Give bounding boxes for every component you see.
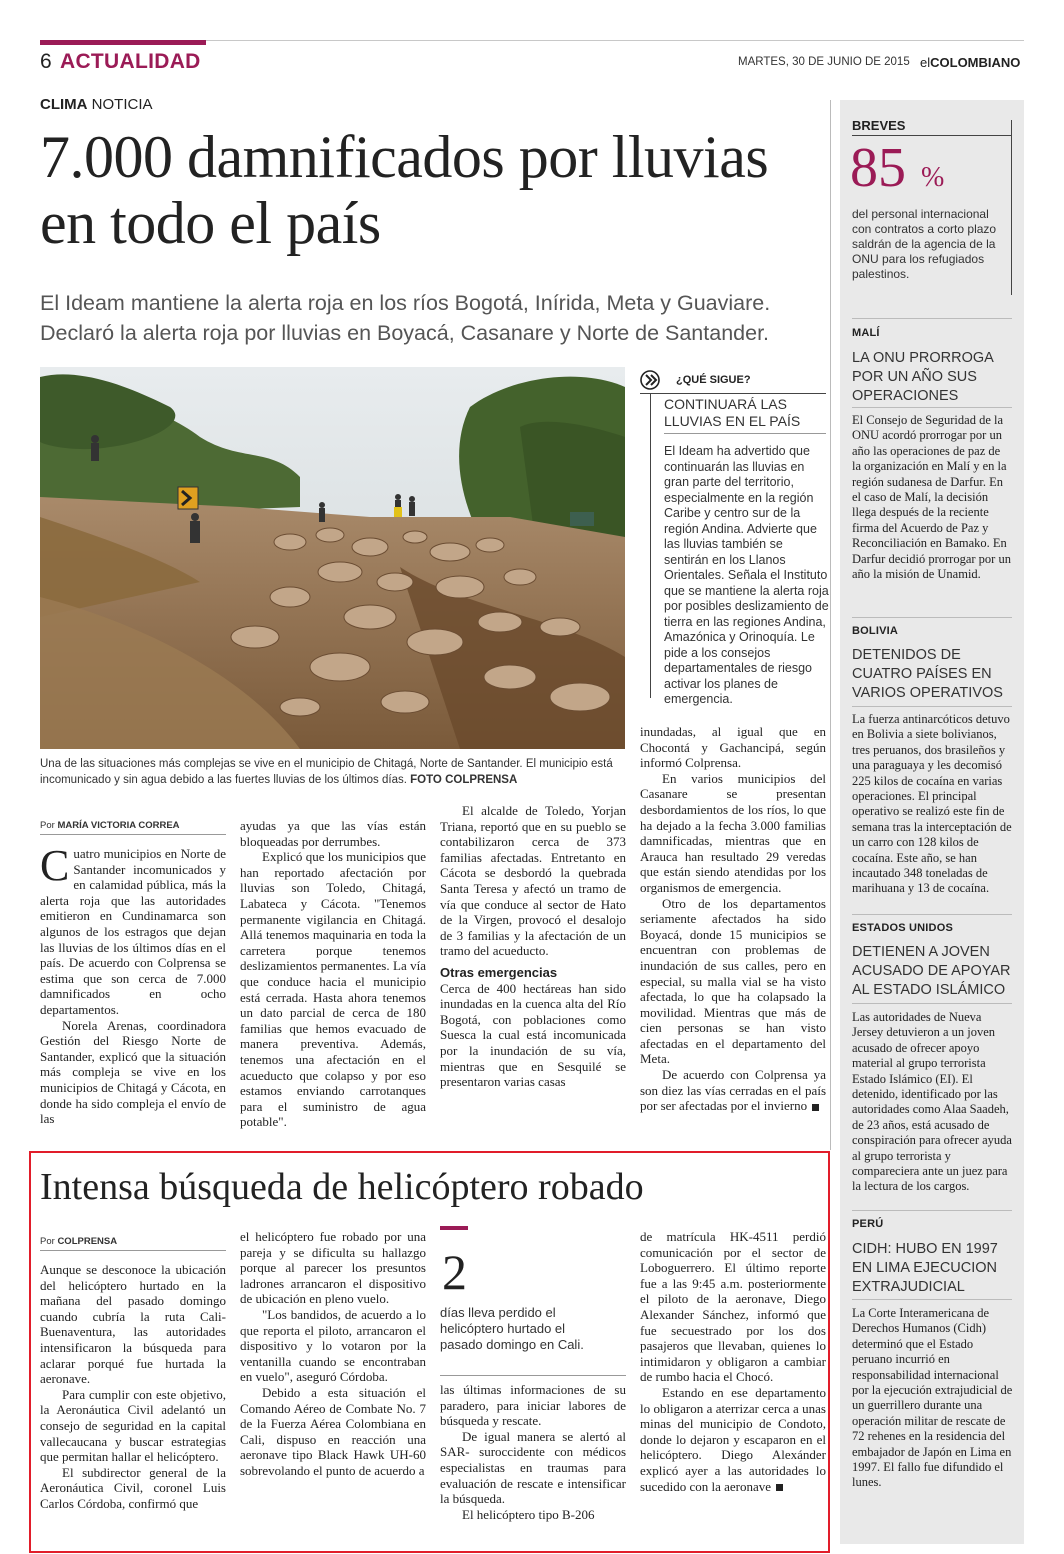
que-sigue-vertical-line: [650, 393, 651, 698]
brand-prefix: el: [920, 55, 931, 70]
sidebar-item-country: ESTADOS UNIDOS: [852, 922, 953, 934]
que-sigue-body: El Ideam ha advertido que continuarán las lluvias en gran parte del territorio, especialmente en la región Caribe y centro sur de la región Andina. Advierte que las lluvias también se sentirán en los Llanos Orientales. Señala el Instituto que se mantiene la alerta roja por posibles deslizamiento de tierra en las regiones Andina, Amazónica y Orinoquía. Le pide a los consejos departamentales de riesgo activar los planes de emergencia.: [664, 444, 829, 706]
highlight-number-bar: [440, 1226, 468, 1230]
sidebar-divider: [830, 100, 831, 1150]
kicker-type: NOTICIA: [91, 96, 153, 113]
stat-number: 85: [850, 137, 906, 199]
article-paragraph: Norela Arenas, coordinadora Gestión del Riesgo Norte de Santander, explicó que la situación más compleja se vive en los municipios de Chitagá y Cácota, en donde ha sido compleja el envío de las: [40, 1017, 226, 1127]
second-article-column-1: [40, 1262, 226, 1512]
photo-caption: [40, 756, 625, 788]
breves-vertical-rule: [1011, 120, 1012, 295]
sidebar-item-divider: [852, 914, 1012, 915]
article-column-1: [40, 841, 226, 1127]
paragraph-text: Estando en ese departamento lo obligaron a aterrizar cerca a unas minas del municipio de Condoto, donde lo dejaron y escaparon en el helicóptero. Diego Alexánder explicó ayer a las autoridades lo sucedido con la aeronave: [640, 1384, 826, 1494]
newspaper-brand: [920, 55, 1020, 70]
sidebar-item-headline: DETIENEN A JOVEN ACUSADO DE APOYAR AL ESTADO ISLÁMICO: [852, 944, 1011, 998]
sidebar-item-body: El Consejo de Seguridad de la ONU acordó prorrogar por un año las operaciones de paz de la organización en Malí y en la región sudanesa de Darfur. En el caso de Malí, la decisión llega después de la reciente firma del Acuerdo de Paz y Reconciliación en Bamako. En Darfur decidió prorrogar por un año la misión de Unamid.: [852, 413, 1011, 582]
article-column-2: [240, 818, 426, 1130]
article-paragraph: Debido a esta situación el Comando Aéreo de Combate No. 7 de la Fuerza Aérea Colombiana en Cali, dispuso en reacción una aeronave tipo Black Hawk UH-60 sobrevolando el punto de acuerdo a: [240, 1384, 426, 1478]
article-subhead: Otras emergencias: [440, 964, 558, 980]
sidebar-item-headline: LA ONU PRORROGA POR UN AÑO SUS OPERACIONES: [852, 350, 994, 404]
double-chevron-icon: [640, 370, 664, 390]
byline-prefix: Por: [40, 1236, 55, 1247]
sidebar-item-headline: DETENIDOS DE CUATRO PAÍSES EN VARIOS OPERATIVOS: [852, 647, 1003, 701]
article-paragraph: El alcalde de Toledo, Yorjan Triana, reportó que en su pueblo se contabilizaron cerca de 373 familias afectadas. Entretanto en Cácota se desbordó la quebrada Santa Teresa y afectó un tramo de vía que conduce al sector de Hato de la Virgen, provocó el desalojo de 3 familias y la afectación de un tramo del acueducto.: [440, 803, 626, 959]
article-deck: El Ideam mantiene la alerta roja en los ríos Bogotá, Inírida, Meta y Guaviare. Declaró la alerta roja por lluvias en Boyacá, Casanare y Norte de Santander.: [40, 291, 771, 345]
sidebar-item-country: PERÚ: [852, 1218, 884, 1230]
sidebar-item-headline: CIDH: HUBO EN 1997 EN LIMA EJECUCION EXTRAJUDICIAL: [852, 1241, 998, 1295]
article-paragraph: el helicóptero fue robado por una pareja y se dificulta su hallazgo porque al parecer los presuntos ladrones arrancaron el dispositivo de ubicación en pleno vuelo.: [240, 1229, 426, 1307]
end-mark-icon: [776, 1484, 783, 1491]
article-paragraph: inundadas, al igual que en Chocontá y Gachancipá, según informó Colprensa.: [640, 724, 826, 771]
issue-date: MARTES, 30 DE JUNIO DE 2015: [738, 56, 910, 68]
article-paragraph: Explicó que los municipios que han reportado afectación por lluvias son Toledo, Chitagá, Labateca y Cácota. "Tenemos permanente vigilancia en Chitagá. Allá tenemos maquinaria en toda la carretera porque tenemos deslizamientos permanentes. La vía que conduce hacia el municipio está cerrada. Hasta ahora tenemos un dato parcial de cerca de 180 familias que hemos evacuado de manera preventiva. Además, tenemos una afectación en el acueducto que colapso y por eso estamos enviando carrotanques para el suministro de agua potable".: [240, 849, 426, 1130]
second-article-column-2: [240, 1229, 426, 1479]
sidebar-item-divider: [852, 318, 1012, 319]
main-headline: 7.000 damnificados por lluvias en todo el país: [40, 124, 769, 256]
sidebar-item-body: Las autoridades de Nueva Jersey detuvieron a un joven acusado de ofrecer apoyo material al grupo terrorista Estado Islámico (EI). El detenido, identificado por las autoridades como Alaa Saadeh, de 23 años, está acusado de conspiración para ofrecer ayuda al grupo terrorista y compareciera ante un juez para la lectura de los cargos.: [852, 1010, 1012, 1194]
sidebar-item-body: La Corte Interamericana de Derechos Humanos (Cidh) determinó que el Estado peruano incurrió en responsabilidad internacional por la ejecución extrajudicial de un guerrillero durante una operación militar de rescate de 72 rehenes en la residencia del embajador de Japón en Lima en 1997. El fallo fue difundido el lunes.: [852, 1306, 1013, 1490]
landslide-photo-illustration: [40, 367, 625, 749]
article-kicker: [40, 96, 153, 113]
article-paragraph: las últimas informaciones de su paradero, para iniciar labores de búsqueda y rescate.: [440, 1382, 626, 1429]
section-name: ACTUALIDAD: [60, 50, 201, 73]
stat-unit: %: [921, 162, 945, 193]
que-sigue-title-rule: [664, 433, 826, 434]
sidebar-item-rule: [852, 1299, 1012, 1300]
article-column-4: [640, 724, 826, 1114]
landslide-photo: [40, 367, 625, 749]
que-sigue-rule: [640, 393, 826, 394]
second-byline-rule: [40, 1250, 226, 1251]
paragraph-text: De acuerdo con Colprensa ya son diez las vías cerradas en el país por ser afectadas por el invierno: [640, 1067, 826, 1114]
article-paragraph: [40, 841, 226, 1018]
end-mark-icon: [812, 1104, 819, 1111]
article-paragraph: [640, 1067, 826, 1114]
article-paragraph: Cerca de 400 hectáreas han sido inundadas en la cuenca alta del Río Bogotá, con poblaciones como Suesca la cual está incomunicada por la inundación de su vía, mientras que en Sesquilé se presentaron varias casas: [440, 980, 626, 1090]
sidebar-item-body: La fuerza antinarcóticos detuvo en Bolivia a siete bolivianos, tres peruanos, dos brasileños y una paraguaya y les decomisó 225 kilos de cocaína en varias operaciones. El principal operativo se realizó este fin de semana tras la interceptación de un carro con 128 kilos de cocaína. Este año, se han incautado 348 toneladas de marihuana y 13 de cocaína.: [852, 712, 1012, 896]
sidebar-item-divider: [852, 617, 1012, 618]
highlight-number: 2: [442, 1244, 467, 1300]
article-paragraph: ayudas ya que las vías están bloqueadas por derrumbes.: [240, 818, 426, 849]
article-paragraph: El helicóptero tipo B-206: [462, 1506, 595, 1522]
article-paragraph: "Los bandidos, de acuerdo a lo que reporta el piloto, arrancaron el dispositivo y lo votaron por la ventanilla cuando se encontraban en vuelo", aseguró Córdoba.: [240, 1306, 426, 1385]
caption-text: Una de las situaciones más complejas se vive en el municipio de Chitagá, Norte de Santander. El municipio está incomunicado y sin agua debido a las fuertes lluvias de los últimos días.: [40, 758, 613, 786]
article-column-3: [440, 803, 626, 1090]
sidebar-item-country: MALÍ: [852, 327, 880, 339]
page-number: 6: [40, 50, 52, 73]
que-sigue-label: ¿QUÉ SIGUE?: [676, 374, 751, 386]
paragraph-text: uatro municipios en Norte de Santander incomunicados y en calamidad pública, más la alerta roja que las autoridades emitieron en Cundinamarca son algunos de los estragos que dejan las lluvias de los últimos días en el país. De acuerdo con Colprensa se estima que son cerca de 7.000 damnificados en ocho departamentos.: [40, 846, 226, 1017]
second-byline: [40, 1236, 117, 1247]
article-paragraph: En varios municipios del Casanare se presentan desbordamientos de los ríos, lo que ha dejado a la fecha 3.000 familias damnificadas, mientras que en Arauca han resultado 29 veredas que están siendo atendidas por los organismos de emergencia.: [640, 770, 826, 895]
byline-author: COLPRENSA: [57, 1236, 118, 1247]
article-paragraph: De igual manera se alertó al SAR- suroccidente con médicos especialistas en traumas para evaluación de rescate e intensificar la búsqueda.: [440, 1428, 626, 1507]
byline-author: MARÍA VICTORIA CORREA: [57, 820, 180, 831]
section-color-bar: [40, 40, 206, 45]
sidebar-item-rule: [852, 407, 1012, 408]
sidebar-item-divider: [852, 1210, 1012, 1211]
stat-description: del personal internacional con contratos a corto plazo saldrán de la agencia de la ONU para los refugiados palestinos.: [852, 207, 997, 281]
article-paragraph: [640, 1385, 826, 1494]
article-paragraph: Aunque se desconoce la ubicación del helicóptero hurtado en la mañana del pasado domingo cuando cubría la ruta Cali-Buenaventura, las autoridades intensificaron la búsqueda para aclarar porqué fue hurtada la aeronave.: [40, 1262, 226, 1387]
byline-prefix: Por: [40, 820, 55, 831]
second-article-column-3: [440, 1382, 626, 1522]
second-headline: Intensa búsqueda de helicóptero robado: [40, 1166, 644, 1208]
article-paragraph: Para cumplir con este objetivo, la Aeronáutica Civil adelantó un consejo de seguridad en la capital vallecaucana y buscar estrategias que permitan hallar el helicóptero.: [40, 1386, 226, 1465]
sidebar-item-rule: [852, 706, 1012, 707]
breves-label: BREVES: [852, 118, 906, 133]
article-paragraph: Otro de los departamentos seriamente afectados ha sido Boyacá, donde 15 municipios se encuentran con problemas de inundación de sus calles, pero en especial, su malla vial se ha visto afectada, lo que ha colapsado la movilidad. Mientras que más de cien personas se han visto afectadas en el departamento del Meta.: [640, 895, 826, 1067]
photo-credit: FOTO COLPRENSA: [410, 774, 518, 786]
highlight-number-text: días lleva perdido el helicóptero hurtado el pasado domingo en Cali.: [440, 1305, 584, 1352]
article-paragraph: de matrícula HK-4511 perdió comunicación por el sector de Loboguerrero. El último reporte fue a las 9:45 a.m. posteriormente el piloto de la aeronave, Diego Alexander Sánchez, informó que fue secuestrado por los dos pasajeros que llevaban, quienes lo intimidaron y obligaron a cambiar de rumbo hacia el Chocó.: [640, 1229, 826, 1385]
second-article-column-4: [640, 1229, 826, 1494]
byline: [40, 820, 180, 831]
drop-cap: C: [40, 841, 70, 890]
sidebar-item-rule: [852, 1003, 1012, 1004]
sidebar-item-country: BOLIVIA: [852, 625, 899, 637]
article-paragraph: El subdirector general de la Aeronáutica Civil, coronel Luis Carlos Córdoba, confirmó que: [40, 1464, 226, 1511]
kicker-tag: CLIMA: [40, 96, 88, 113]
que-sigue-title: CONTINUARÁ LAS LLUVIAS EN EL PAÍS: [664, 396, 801, 429]
byline-rule: [40, 834, 226, 835]
highlight-rule: [440, 1375, 626, 1376]
brand-name: COLOMBIANO: [930, 55, 1021, 70]
